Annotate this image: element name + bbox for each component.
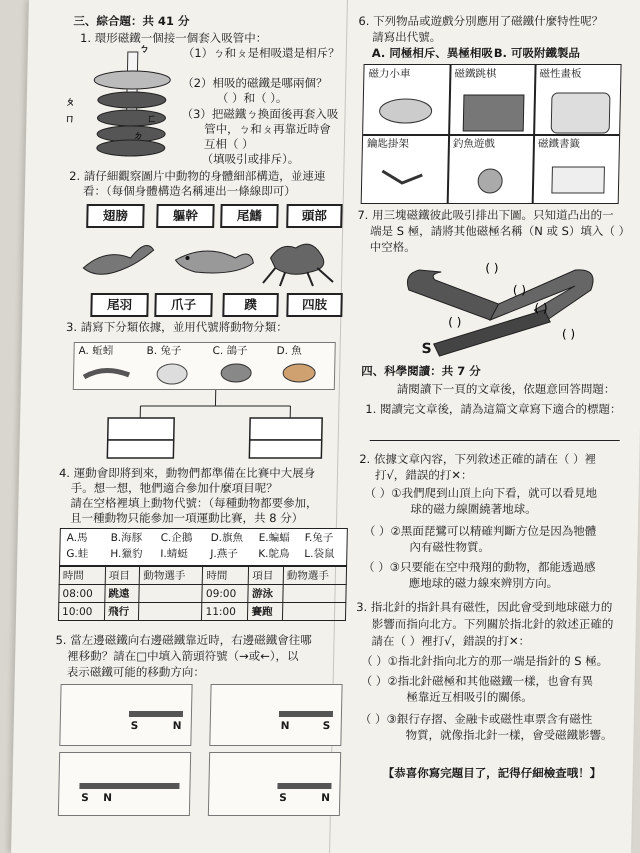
q2-stem2: 看：（每個身體構造名稱連出一條線即可） [82,184,296,198]
animal-d: D. 魚 [276,345,302,357]
q3-stem: 3. 請寫下分類依據，並用代號將動物分類： [65,320,288,334]
sports-schedule-table [58,566,347,621]
q5-panel-1 [59,684,192,746]
q6-option-b: B. 可吸附鐵製品 [493,46,581,60]
r3-item-2b: 極靠近互相吸引的關係。 [406,690,533,704]
table-cell: 09:00 [202,585,248,603]
bar-magnet [279,711,333,717]
table-header: 項目 [105,567,140,585]
r3-item-3[interactable]: （ ）③銀行存摺、金融卡或磁性車票含有磁性 [359,712,593,726]
closing-footer: 【恭喜你寫完題目了，記得仔細檢查哦！】 [382,766,602,780]
animal-code-d: D.旗魚 [210,532,244,544]
table-cell: 賽跑 [248,603,283,621]
worksheet-page [11,0,640,853]
r3-item-2[interactable]: （ ）②指北針磁極和其他磁鐵一樣，也會有異 [360,674,594,688]
q6-option-a: A. 同極相斥、異極相吸 [371,46,493,60]
q7-stem: 7. 用三塊磁鐵彼此吸引排出下圖。只知道凸出的一 [357,208,614,222]
answer-cell[interactable] [282,603,345,621]
paren-blank: ( ) [485,261,499,275]
q1-item-3d: （填吸引或排斥）。 [201,152,300,166]
paren-blank: ( ) [512,283,527,297]
table-header: 動物選手 [140,567,203,585]
animal-code-c: C.企鵝 [160,532,193,544]
animal-c: C. 鴿子 [212,345,248,357]
pole-n: N [172,720,182,732]
r3-item-3b: 物質，就像指北針一樣，會受磁鐵影響。 [405,728,613,742]
q5-stem: 5. 當左邊磁鐵向右邊磁鐵靠近時，右邊磁鐵會往哪 [55,633,312,647]
magnet-label-4: ㄈ [146,113,158,125]
animal-code-a: A.馬 [66,532,88,544]
section4-title: 四、科學閱讀：共 7 分 [361,364,481,378]
magnet-label-2: ㄆ [64,96,76,108]
section-title: 三、綜合題：共 41 分 [73,14,190,28]
pole-n: N [321,792,331,804]
pole-n: N [280,720,290,732]
cell-label-magnet-car: 磁力小車 [368,68,411,80]
q6-items-drawing [362,83,621,203]
q5-stem3: 表示磁鐵可能的移動方向： [66,665,206,679]
label-wings: 翅膀 [86,204,145,228]
reading-instruction: 請閱讀下一頁的文章後，依題意回答問題： [396,382,616,396]
table-row [58,603,345,621]
animals-illustration [75,228,346,288]
q1-item-3b: 管中，ㄅ和ㄆ再靠近時會 [204,122,331,136]
q7-stem2: 端是 S 極，請將其他磁極名稱（N 或 S）填入（ ） [369,224,631,238]
label-limbs: 四肢 [286,293,343,317]
table-header: 時間 [203,567,249,585]
r2-item-1[interactable]: （ ）①我們爬到山頂上向下看，就可以看見地 [364,486,598,500]
pole-n: N [103,792,113,804]
answer-cell[interactable] [139,585,202,603]
label-web: 蹼 [222,293,279,317]
paren-blank: ( ) [448,315,462,329]
table-header: 時間 [59,567,105,585]
animal-code-box [59,528,348,566]
pole-s: S [279,792,287,804]
table-header: 項目 [249,567,284,585]
q4-stem3: 請在空格裡填上動物代號：（每種動物都要參加， [70,496,318,510]
q5-stem2: 裡移動？請在□中填入箭頭符號（→或←），以 [67,649,299,663]
q4-stem4: 且一種動物只能參加一項運動比賽，共 8 分） [69,511,304,525]
pole-s: S [130,720,139,732]
animal-code-g: G.蛙 [66,548,89,560]
pole-s: S [81,792,89,804]
table-header: 動物選手 [283,567,346,585]
animal-code-e: E.蝙蝠 [258,532,290,544]
label-tail-fin: 尾鰭 [220,204,279,228]
pole-s: S [322,720,331,732]
answer-cell[interactable] [283,585,346,603]
r3-stem2: 影響而指向北方。下列關於指北針的敘述正確的 [371,617,614,631]
cell-label-key-rack: 鑰匙掛架 [366,138,410,150]
magnet-label-3: ㄇ [64,113,76,125]
table-cell: 10:00 [58,603,104,621]
table-header-row [59,567,346,585]
r2-item-2[interactable]: （ ）②黑面琵鷺可以精確判斷方位是因為牠體 [363,524,597,538]
r3-stem3: 請在（ ）裡打√，錯誤的打✕： [371,634,531,648]
animal-code-h: H.獵豹 [110,548,143,560]
cell-label-bookmark: 磁鐵書籤 [537,138,581,150]
table-cell: 11:00 [202,603,248,621]
cell-label-magnet-chess: 磁鐵跳棋 [454,68,497,80]
table-cell: 08:00 [59,585,105,603]
table-cell: 跳遠 [105,585,140,603]
paren-blank: ( ) [561,327,576,341]
r3-item-1[interactable]: （ ）①指北針指向北方的那一端是指針的 S 極。 [360,654,609,668]
animal-code-l: L.袋鼠 [304,548,335,560]
q1-item-3: （3）把磁鐵ㄅ換面後再套入吸 [181,107,339,121]
r2-item-3[interactable]: （ ）③只要能在空中飛翔的動物，都能透過感 [362,560,596,574]
q7-stem3: 中空格。 [369,240,416,254]
r1-stem: 1. 閱讀完文章後，請為這篇文章寫下適合的標題： [365,402,622,416]
r2-item-3b: 應地球的磁力線來辨別方向。 [408,576,559,590]
q5-panel-4 [208,752,341,816]
q1-stem: 1. 環形磁鐵一個接一個套入吸管中： [79,31,268,45]
cell-label-fishing-game: 釣魚遊戲 [452,138,496,150]
table-cell: 飛行 [104,603,139,621]
table-cell: 游泳 [248,585,283,603]
cell-label-magnetic-board: 磁性畫板 [539,68,582,80]
label-tail-feather: 尾羽 [90,293,149,317]
animal-code-k: K.鴕鳥 [258,548,290,560]
q1-item-2: （2）相吸的磁鐵是哪兩個？ [182,76,328,90]
q6-stem2: 請寫出代號。 [372,30,442,44]
animal-code-f: F.兔子 [304,532,334,544]
q5-panel-3 [58,752,191,816]
q1-item-1: （1）ㄅ和ㄆ是相吸還是相斥？ [182,46,340,60]
bar-magnet [277,783,331,789]
label-head: 頭部 [286,204,343,228]
label-claw: 爪子 [154,293,213,317]
animal-a: A. 蚯蚓 [78,345,114,357]
animal-code-i: I.蜻蜓 [160,548,188,560]
q6-grid [361,64,622,204]
q6-stem: 6. 下列物品或遊戲分別應用了磁鐵什麼特性呢？ [358,14,604,28]
r3-stem: 3. 指北針的指針具有磁性，因此會受到地球磁力的 [356,600,613,614]
q2-stem: 2. 請仔細觀察圖片中動物的身體細部構造，並連連 [69,169,326,183]
paren-blank: ( ) [534,301,548,315]
south-pole-label: S [421,341,432,357]
q5-panel-2 [209,684,342,746]
magnet-label-1: ㄅ [138,43,150,55]
title-answer-line[interactable] [370,440,620,441]
r2-stem: 2. 依據文章內容，下列敘述正確的請在（ ）裡 [359,452,597,466]
answer-cell[interactable] [139,603,202,621]
animal-code-b: B.海豚 [110,532,143,544]
q1-item-3c: 互相（ ） [203,137,254,151]
bar-magnet [79,783,179,789]
q4-stem2: 手。想一想，牠們適合參加什麼項目呢？ [70,481,278,495]
magnet-label-5: ㄉ [132,130,144,142]
q3-animal-strip [73,342,336,390]
animal-b: B. 兔子 [146,345,182,357]
q3-animals-drawing [74,357,335,387]
r2-stem2: 打√，錯誤的打✕： [374,468,473,482]
r2-item-1b: 球的磁力線圍繞著地球。 [410,502,537,516]
classification-tree [99,390,330,460]
r2-item-2b: 內有磁性物質。 [409,540,491,554]
table-row [59,585,346,603]
q4-stem: 4. 運動會即將到來，動物們都準備在比賽中大展身 [58,466,316,480]
label-trunk: 軀幹 [156,204,215,228]
animal-code-j: J.燕子 [210,548,238,560]
q1-item-2b: （ ）和（ ）。 [216,91,288,105]
bar-magnet [129,711,183,717]
